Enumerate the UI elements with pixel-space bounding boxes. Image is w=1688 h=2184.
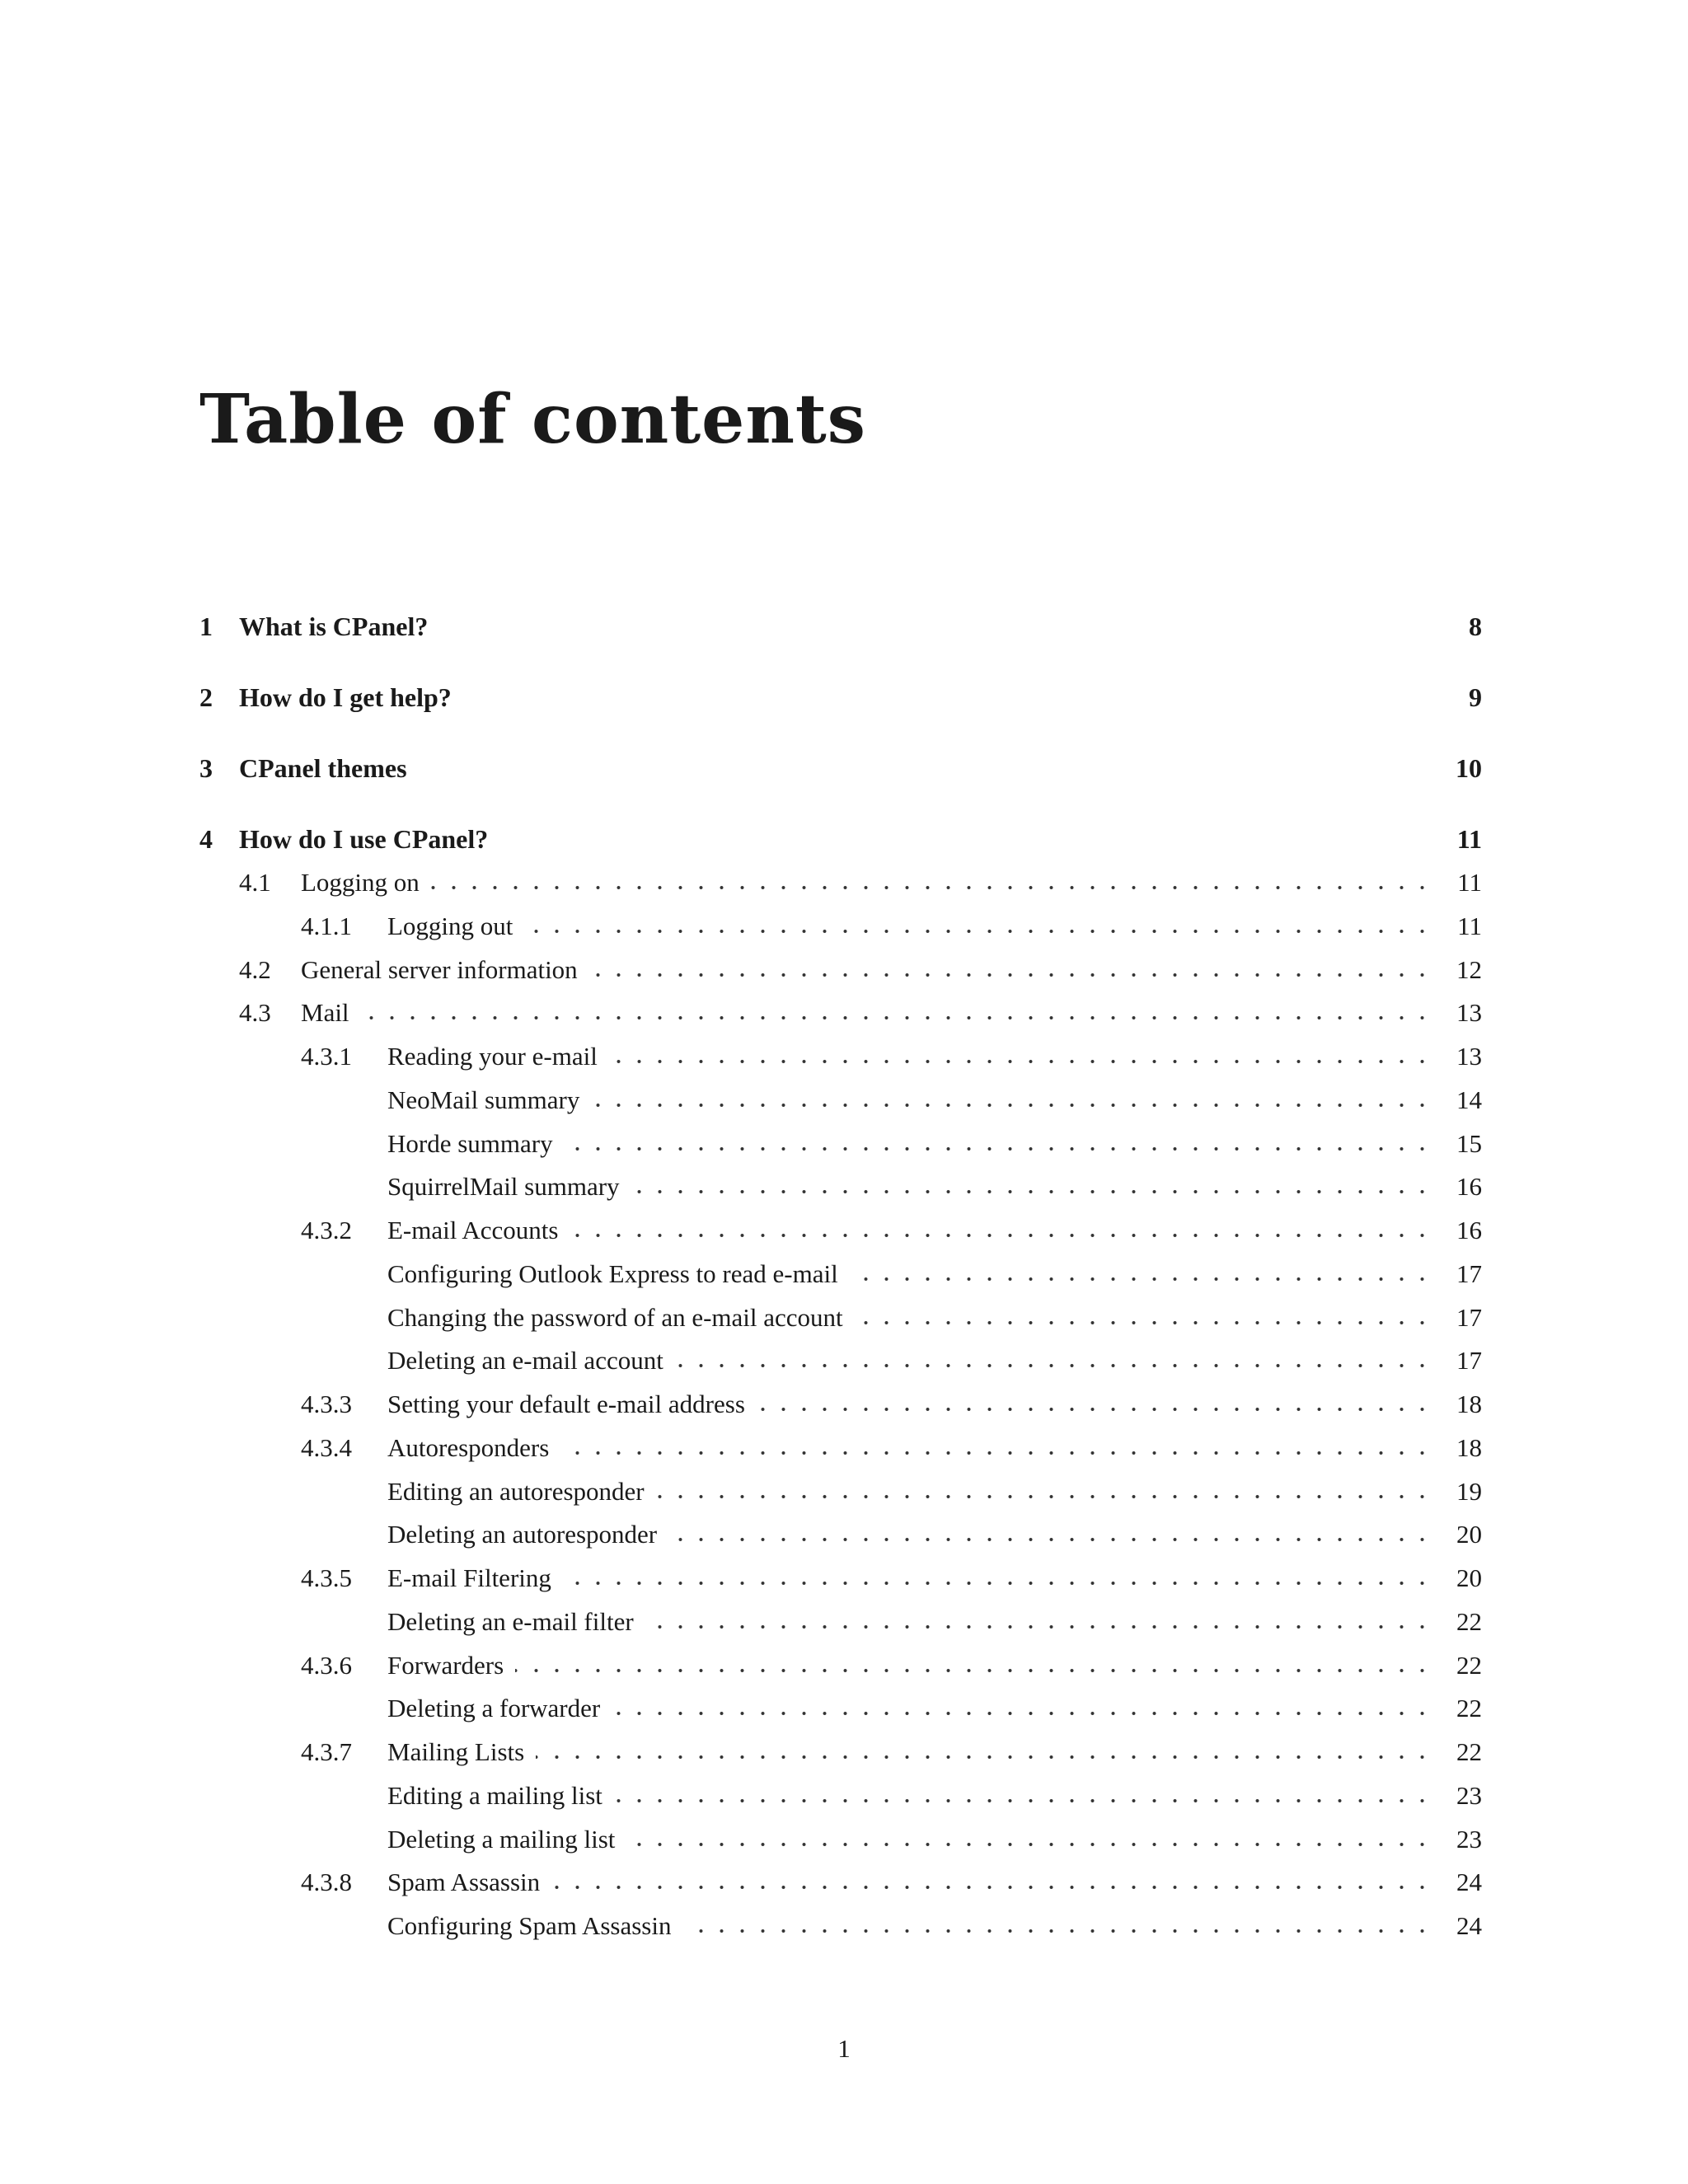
toc-entry-subsection[interactable]	[0, 1212, 1688, 1249]
toc-entry-title: Editing a mailing list	[387, 1780, 603, 1810]
toc-entry-title: What is CPanel?	[239, 612, 429, 641]
toc-entry-page: 19	[1456, 1476, 1482, 1506]
dot-leader	[565, 1126, 1432, 1162]
toc-entry-number: 4.1	[239, 868, 271, 897]
toc-entry-number: 4.3.2	[301, 1216, 352, 1244]
dot-leader	[551, 1864, 1432, 1900]
toc-entry-page: 20	[1456, 1563, 1482, 1592]
toc-entry-subsection[interactable]	[0, 908, 1688, 944]
dot-leader	[631, 1169, 1432, 1205]
toc-entry-page: 15	[1456, 1128, 1482, 1158]
toc-entry-title: Configuring Outlook Express to read e-mail	[387, 1258, 838, 1288]
dot-leader	[431, 865, 1432, 901]
dot-leader	[563, 1560, 1432, 1596]
toc-entry-paragraph[interactable]	[0, 1256, 1688, 1292]
toc-entry-paragraph[interactable]	[0, 1474, 1688, 1510]
toc-entry-page: 22	[1456, 1606, 1482, 1636]
page-title: Table of contents	[199, 380, 866, 459]
dot-leader	[609, 1038, 1432, 1075]
toc-entry-title: Forwarders	[387, 1650, 504, 1680]
toc-entry-number: 4.3.5	[301, 1563, 352, 1592]
dot-leader	[682, 1908, 1432, 1944]
toc-entry-title: Mail	[301, 998, 349, 1028]
toc-entry-paragraph[interactable]	[0, 1169, 1688, 1205]
toc-entry-page: 24	[1456, 1868, 1482, 1897]
toc-entry-page: 11	[1456, 824, 1482, 854]
toc-entry-page: 13	[1456, 1042, 1482, 1071]
toc-entry-title: Deleting an e-mail account	[387, 1346, 663, 1376]
toc-entry-title: Deleting a forwarder	[387, 1694, 601, 1723]
toc-entry-page: 18	[1456, 1432, 1482, 1462]
toc-entry-title: Logging out	[387, 911, 513, 940]
toc-entry-page: 11	[1457, 868, 1482, 897]
toc-entry-page: 17	[1456, 1346, 1482, 1376]
toc-entry-number: 2	[199, 682, 213, 712]
dot-leader	[515, 1647, 1432, 1684]
toc-entry-number: 4.3.8	[301, 1868, 352, 1897]
toc-entry-page: 22	[1456, 1694, 1482, 1723]
toc-entry-chapter[interactable]	[0, 608, 1688, 644]
toc-entry-title: Reading your e-mail	[387, 1042, 598, 1071]
toc-entry-title: Deleting a mailing list	[387, 1824, 616, 1854]
toc-entry-subsection[interactable]	[0, 1386, 1688, 1422]
toc-entry-page: 18	[1456, 1390, 1482, 1418]
toc-entry-paragraph[interactable]	[0, 1516, 1688, 1553]
toc-entry-title: Configuring Spam Assassin	[387, 1911, 672, 1940]
toc-entry-paragraph[interactable]	[0, 1300, 1688, 1336]
page-number: 1	[837, 2034, 851, 2063]
toc-entry-page: 17	[1456, 1302, 1482, 1332]
toc-entry-title: Autoresponders	[387, 1432, 550, 1462]
toc-entry-number: 4.1.1	[301, 911, 352, 940]
toc-entry-paragraph[interactable]	[0, 1604, 1688, 1640]
toc-entry-paragraph[interactable]	[0, 1778, 1688, 1814]
dot-leader	[536, 1734, 1432, 1770]
dot-leader	[560, 1430, 1432, 1466]
toc-entry-number: 4.3.7	[301, 1737, 352, 1766]
toc-entry-page: 11	[1457, 911, 1482, 940]
toc-entry-subsection[interactable]	[0, 1038, 1688, 1075]
toc-entry-number: 3	[199, 753, 213, 783]
toc-entry-page: 8	[1469, 612, 1482, 641]
dot-leader	[524, 908, 1432, 944]
dot-leader	[850, 1256, 1432, 1292]
toc-entry-page: 22	[1456, 1650, 1482, 1680]
toc-entry-page: 12	[1456, 954, 1482, 984]
toc-entry-title: How do I use CPanel?	[239, 824, 489, 854]
toc-entry-page: 24	[1456, 1911, 1482, 1940]
toc-entry-subsection[interactable]	[0, 1430, 1688, 1466]
toc-entry-number: 4	[199, 824, 213, 854]
toc-entry-subsection[interactable]	[0, 1647, 1688, 1684]
dot-leader	[612, 1690, 1432, 1727]
toc-entry-title: Setting your default e-mail address	[387, 1390, 745, 1418]
toc-entry-chapter[interactable]	[0, 821, 1688, 857]
toc-entry-title: CPanel themes	[239, 753, 407, 783]
toc-entry-page: 17	[1456, 1258, 1482, 1288]
toc-entry-title: Deleting an e-mail filter	[387, 1606, 634, 1636]
toc-entry-title: NeoMail summary	[387, 1085, 580, 1114]
dot-leader	[645, 1604, 1432, 1640]
dot-leader	[591, 1082, 1432, 1118]
toc-entry-paragraph[interactable]	[0, 1343, 1688, 1379]
toc-entry-title: Mailing Lists	[387, 1737, 525, 1766]
toc-entry-number: 4.3.1	[301, 1042, 352, 1071]
dot-leader	[570, 1212, 1432, 1249]
toc-entry-title: E-mail Accounts	[387, 1216, 559, 1244]
toc-entry-title: General server information	[301, 954, 578, 984]
toc-entry-paragraph[interactable]	[0, 1821, 1688, 1858]
toc-entry-page: 23	[1456, 1780, 1482, 1810]
toc-entry-section[interactable]	[0, 995, 1688, 1031]
toc-entry-page: 14	[1456, 1085, 1482, 1114]
dot-leader	[757, 1386, 1432, 1422]
toc-entry-title: Horde summary	[387, 1128, 553, 1158]
toc-entry-subsection[interactable]	[0, 1734, 1688, 1770]
toc-entry-title: Spam Assassin	[387, 1868, 541, 1897]
toc-entry-paragraph[interactable]	[0, 1908, 1688, 1944]
toc-entry-page: 20	[1456, 1520, 1482, 1549]
toc-entry-chapter[interactable]	[0, 750, 1688, 786]
dot-leader	[626, 1821, 1432, 1858]
toc-entry-paragraph[interactable]	[0, 1082, 1688, 1118]
dot-leader	[675, 1343, 1432, 1379]
toc-entry-number: 4.2	[239, 954, 271, 984]
toc-entry-page: 16	[1456, 1216, 1482, 1244]
dot-leader	[589, 952, 1432, 988]
dot-leader	[855, 1300, 1432, 1336]
toc-entry-number: 4.3.4	[301, 1432, 352, 1462]
toc-entry-number: 4.3	[239, 998, 271, 1028]
toc-entry-section[interactable]	[0, 865, 1688, 901]
toc-entry-title: How do I get help?	[239, 682, 452, 712]
toc-entry-title: Changing the password of an e-mail account	[387, 1302, 843, 1332]
toc-entry-number: 4.3.6	[301, 1650, 352, 1680]
toc-entry-title: E-mail Filtering	[387, 1563, 551, 1592]
toc-entry-page: 16	[1456, 1172, 1482, 1202]
toc-entry-title: Editing an autoresponder	[387, 1476, 645, 1506]
toc-entry-page: 9	[1469, 682, 1482, 712]
toc-entry-subsection[interactable]	[0, 1864, 1688, 1900]
toc-entry-paragraph[interactable]	[0, 1126, 1688, 1162]
toc-entry-title: SquirrelMail summary	[387, 1172, 620, 1202]
toc-entry-number: 4.3.3	[301, 1390, 352, 1418]
toc-entry-section[interactable]	[0, 952, 1688, 988]
dot-leader	[668, 1516, 1432, 1553]
toc-entry-title: Logging on	[301, 868, 420, 897]
toc-entry-page: 22	[1456, 1737, 1482, 1766]
toc-entry-title: Deleting an autoresponder	[387, 1520, 658, 1549]
toc-entry-page: 23	[1456, 1824, 1482, 1854]
dot-leader	[614, 1778, 1432, 1814]
toc-entry-paragraph[interactable]	[0, 1690, 1688, 1727]
toc-entry-number: 1	[199, 612, 213, 641]
toc-entry-page: 13	[1456, 998, 1482, 1028]
dot-leader	[361, 995, 1432, 1031]
dot-leader	[656, 1474, 1432, 1510]
toc-entry-subsection[interactable]	[0, 1560, 1688, 1596]
toc-entry-chapter[interactable]	[0, 679, 1688, 715]
toc-entry-page: 10	[1456, 753, 1482, 783]
